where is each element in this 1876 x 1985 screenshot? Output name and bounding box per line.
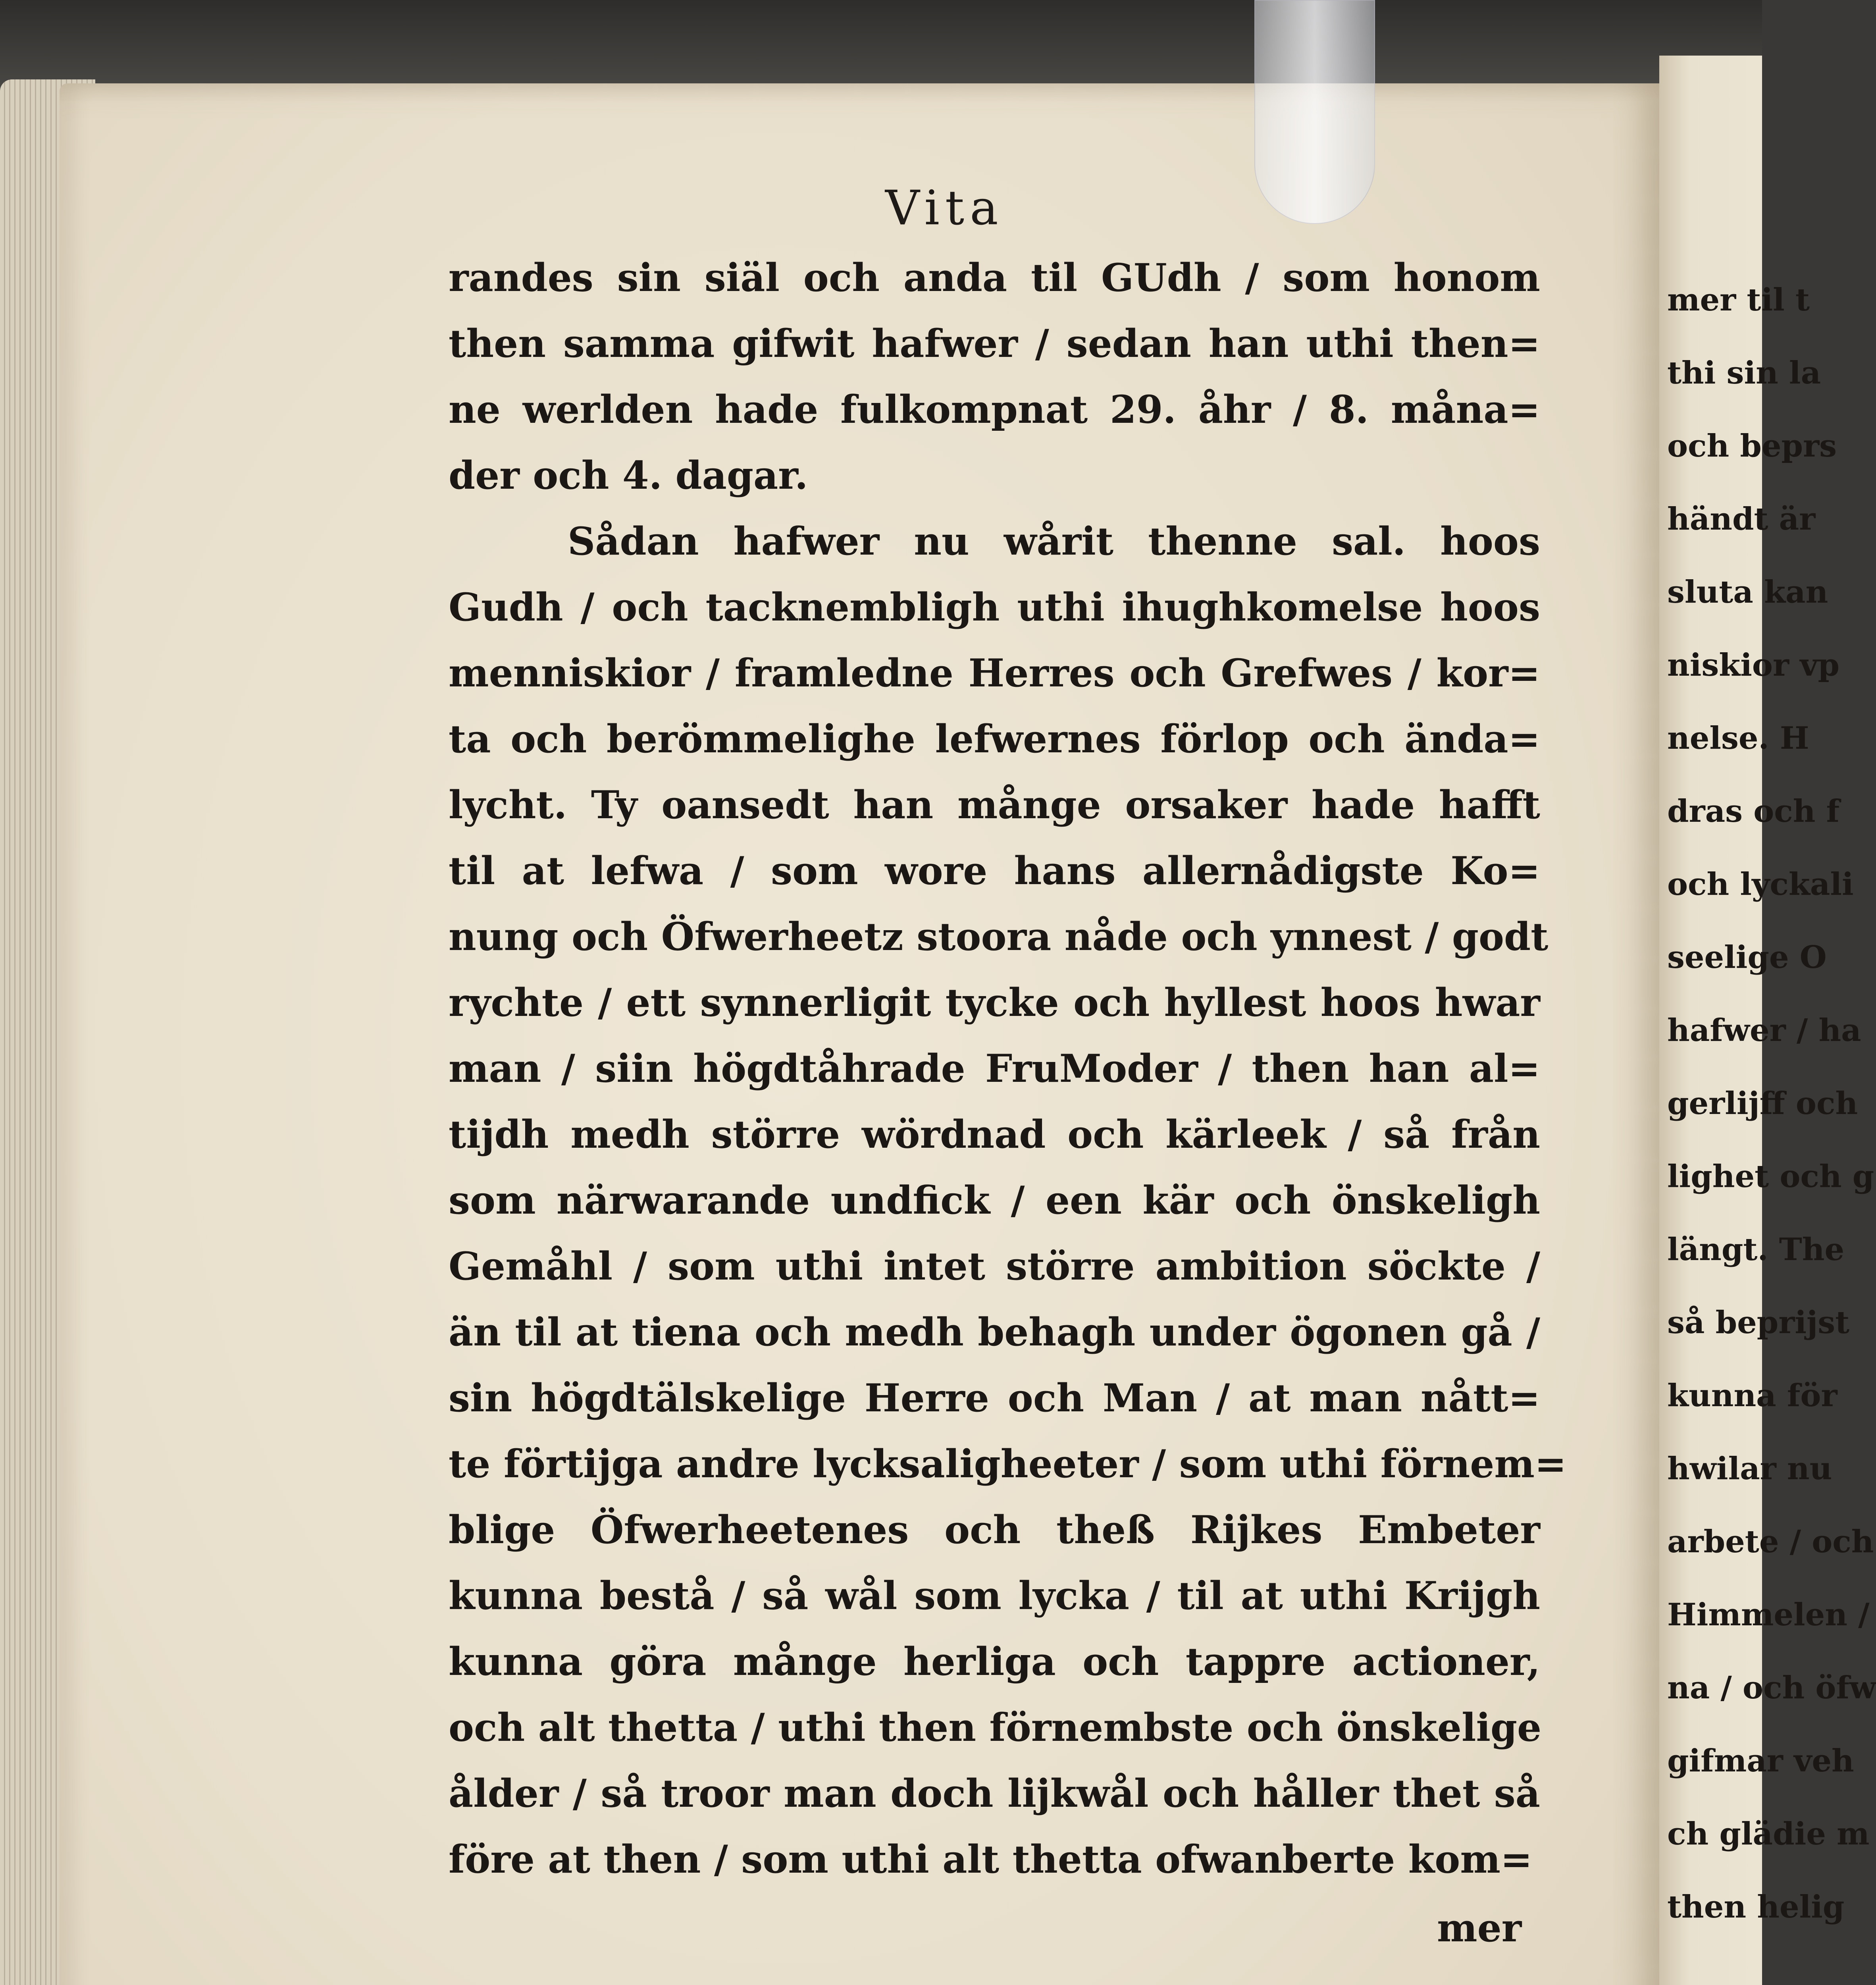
facing-page-line: ch glädie m	[1667, 1816, 1870, 1852]
text-line: kunna bestå / så wål som lycka / til at uthi Krijgh	[449, 1573, 1540, 1618]
text-line: randes sin siäl och anda til GUdh / som honom	[449, 255, 1540, 300]
text-line: lycht. Ty oansedt han månge orsaker hade hafft	[449, 782, 1540, 827]
running-head: Vita	[885, 181, 1004, 236]
text-line: kunna göra månge herliga och tappre actioner,	[449, 1639, 1540, 1684]
text-line: tijdh medh större wördnad och kärleek / så från	[449, 1112, 1540, 1157]
text-line: blige Öfwerheetenes och theß Rijkes Embeter	[449, 1507, 1540, 1552]
text-line: te förtijga andre lycksaligheeter / som uthi förnem=	[449, 1442, 1567, 1486]
facing-page-line: Himmelen /	[1667, 1597, 1870, 1633]
facing-page-line: arbete / och	[1667, 1524, 1874, 1560]
facing-page-line: längt. The	[1667, 1231, 1845, 1268]
facing-page-line: kunna för	[1667, 1378, 1837, 1414]
facing-page	[1659, 56, 1876, 1985]
facing-page-line: dras och f	[1667, 793, 1840, 829]
facing-page-line: hwilar nu	[1667, 1451, 1832, 1487]
text-line: til at lefwa / som wore hans allernådigste Ko=	[449, 848, 1540, 893]
facing-page-line: seelige O	[1667, 939, 1827, 975]
facing-page-line: gifmar veh	[1667, 1743, 1854, 1779]
text-line: Sådan hafwer nu wårit thenne sal. hoos	[568, 519, 1540, 564]
text-line: Gemåhl / som uthi intet större ambition söckte /	[449, 1244, 1540, 1289]
page-weight-clip-top	[1254, 0, 1375, 224]
text-line: menniskior / framledne Herres och Grefwes / kor=	[449, 651, 1540, 696]
text-line: man / siin högdtåhrade FruModer / then han al=	[449, 1046, 1540, 1091]
facing-page-line: händt är	[1667, 501, 1816, 537]
text-line: ta och berömmelighe lefwernes förlop och ända=	[449, 717, 1540, 761]
facing-page-line: så beprijst	[1667, 1305, 1850, 1341]
text-line: än til at tiena och medh behagh under ögonen gå /	[449, 1310, 1540, 1355]
facing-page-line: lighet och g	[1667, 1158, 1874, 1195]
backdrop	[0, 0, 1762, 91]
facing-page-line: och lyckali	[1667, 866, 1854, 902]
facing-page-line: na / och öfw	[1667, 1670, 1876, 1706]
facing-page-line: thi sin la	[1667, 355, 1821, 391]
text-line: then samma gifwit hafwer / sedan han uthi then=	[449, 321, 1540, 366]
text-line: nung och Öfwerheetz stoora nåde och ynnest / godt	[449, 914, 1549, 959]
facing-page-line: nelse. H	[1667, 720, 1809, 756]
text-line: sin högdtälskelige Herre och Man / at man nått=	[449, 1376, 1540, 1420]
book-page	[60, 83, 1667, 1985]
facing-page-line: gerlijff och	[1667, 1085, 1858, 1122]
text-line: rychte / ett synnerligit tycke och hyllest hoos hwar	[449, 980, 1540, 1025]
text-line: ne werlden hade fulkompnat 29. åhr / 8. måna=	[449, 387, 1540, 432]
facing-page-line: hafwer / ha	[1667, 1012, 1861, 1048]
facing-page-line: och beprs	[1667, 428, 1837, 464]
catchword: mer	[1437, 1906, 1522, 1950]
text-line: och alt thetta / uthi then förnembste och önskelige	[449, 1705, 1542, 1750]
text-line: ålder / så troor man doch lijkwål och håller thet så	[449, 1771, 1540, 1816]
text-line: före at then / som uthi alt thetta ofwanberte kom=	[449, 1837, 1533, 1882]
facing-page-line: niskior vp	[1667, 647, 1840, 683]
text-line: der och 4. dagar.	[449, 453, 808, 498]
text-line: Gudh / och tacknembligh uthi ihughkomelse hoos	[449, 585, 1540, 630]
facing-page-line: mer til t	[1667, 282, 1810, 318]
facing-page-line: then helig	[1667, 1889, 1845, 1925]
text-line: som närwarande undfick / een kär och önskeligh	[449, 1178, 1540, 1223]
facing-page-line: sluta kan	[1667, 574, 1828, 610]
